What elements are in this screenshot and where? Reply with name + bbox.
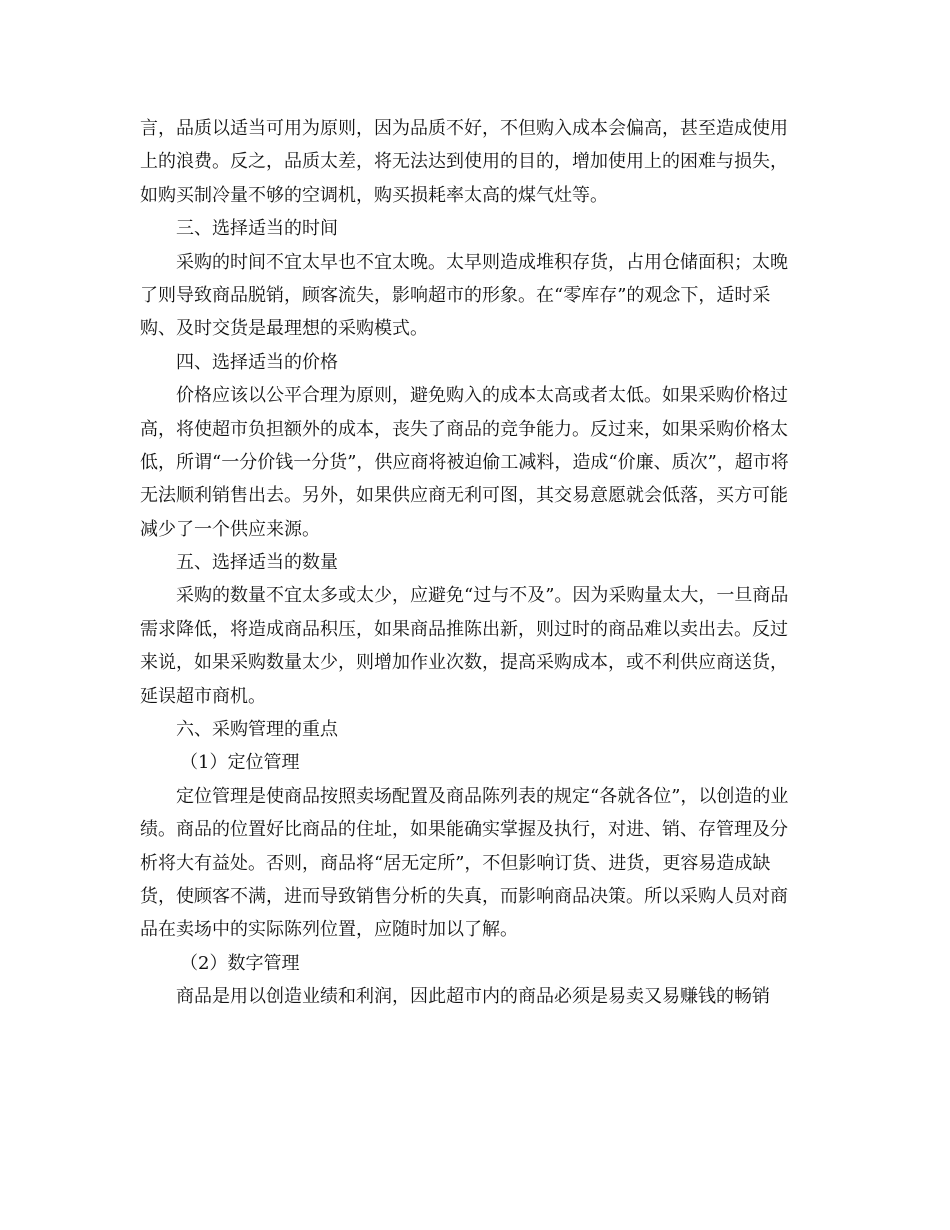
paragraph-line: 析将大有益处。否则，商品将“居无定所”，不但影响订货、进货，更容易造成缺	[140, 852, 771, 874]
paragraph-line: 延误超市商机。	[140, 685, 266, 707]
paragraph-line: 货，使顾客不满，进而导致销售分析的失真，而影响商品决策。所以采购人员对商	[140, 885, 788, 907]
paragraph-line: 来说，如果采购数量太少，则增加作业次数，提高采购成本，或不利供应商送货，	[140, 652, 788, 674]
paragraph-line: 低，所谓“一分价钱一分货”，供应商将被迫偷工减料，造成“价廉、质次”，超市将	[140, 451, 789, 473]
document-body	[140, 112, 810, 1014]
subsection-heading: （1）定位管理	[180, 752, 300, 774]
paragraph-line: 高，将使超市负担额外的成本，丧失了商品的竞争能力。反过来，如果采购价格太	[140, 418, 788, 440]
subsection-heading: （2）数字管理	[180, 952, 300, 974]
paragraph-line: 减少了一个供应来源。	[140, 518, 320, 540]
paragraph-line: 无法顺利销售出去。另外，如果供应商无利可图，其交易意愿就会低落，买方可能	[140, 485, 788, 507]
paragraph-line: 了则导致商品脱销，顾客流失，影响超市的形象。在“零库存”的观念下，适时采	[140, 284, 771, 306]
paragraph-line: 采购的数量不宜太多或太少，应避免“过与不及”。因为采购量太大，一旦商品	[176, 585, 789, 607]
paragraph-line: 上的浪费。反之，品质太差，将无法达到使用的目的，增加使用上的困难与损失，	[140, 151, 788, 173]
section-heading: 六、采购管理的重点	[176, 719, 338, 741]
section-heading: 五、选择适当的数量	[176, 552, 338, 574]
section-heading: 四、选择适当的价格	[176, 351, 338, 373]
paragraph-line: 采购的时间不宜太早也不宜太晚。太早则造成堆积存货，占用仓储面积；太晚	[176, 251, 788, 273]
section-heading: 三、选择适当的时间	[176, 218, 338, 240]
paragraph-line: 如购买制冷量不够的空调机，购买损耗率太高的煤气灶等。	[140, 184, 608, 206]
paragraph-line: 定位管理是使商品按照卖场配置及商品陈列表的规定“各就各位”，以创造的业	[176, 785, 789, 807]
paragraph-line: 价格应该以公平合理为原则，避免购入的成本太高或者太低。如果采购价格过	[176, 385, 788, 407]
paragraph-line: 绩。商品的位置好比商品的住址，如果能确实掌握及执行，对进、销、存管理及分	[140, 819, 788, 841]
paragraph-line: 品在卖场中的实际陈列位置，应随时加以了解。	[140, 919, 518, 941]
paragraph-line: 购、及时交货是最理想的采购模式。	[140, 318, 428, 340]
paragraph-line: 言，品质以适当可用为原则，因为品质不好，不但购入成本会偏高，甚至造成使用	[140, 118, 788, 139]
paragraph-line: 需求降低，将造成商品积压，如果商品推陈出新，则过时的商品难以卖出去。反过	[140, 618, 788, 640]
paragraph-line: 商品是用以创造业绩和利润，因此超市内的商品必须是易卖又易赚钱的畅销	[176, 986, 770, 1008]
